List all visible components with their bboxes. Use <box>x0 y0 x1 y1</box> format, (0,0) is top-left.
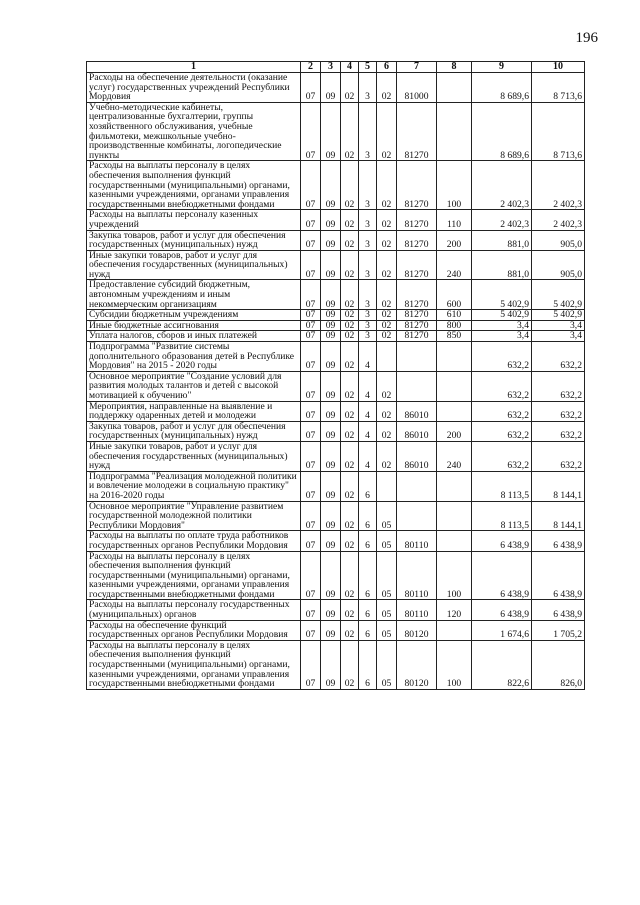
cell-value-2017: 3,4 <box>472 331 532 342</box>
cell-direction <box>397 342 437 372</box>
cell-section: 07 <box>301 471 321 501</box>
table-row <box>87 501 585 531</box>
table-row <box>87 310 585 321</box>
cell-activity <box>377 471 397 501</box>
cell-description: Предоставление субсидий бюджетным, автономным учреждениям и иным некоммерческим организациям <box>87 280 301 310</box>
cell-program: 02 <box>341 280 359 310</box>
cell-subsection: 09 <box>321 551 341 600</box>
cell-value-2018: 1 705,2 <box>532 620 585 640</box>
table-row <box>87 421 585 441</box>
table-row <box>87 640 585 689</box>
cell-direction: 86010 <box>397 421 437 441</box>
cell-section: 07 <box>301 531 321 551</box>
cell-direction: 81270 <box>397 161 437 210</box>
cell-value-2018: 3,4 <box>532 320 585 331</box>
cell-description: Подпрограмма "Развитие системы дополнительного образования детей в Республике Мордовия" на 2015 - 2020 годы <box>87 342 301 372</box>
cell-description: Подпрограмма "Реализация молодежной политики и вовлечение молодежи в социальную практику" на 2016-2020 годы <box>87 471 301 501</box>
cell-value-2018: 2 402,3 <box>532 161 585 210</box>
cell-value-2017: 8 689,6 <box>472 102 532 161</box>
cell-description: Учебно-методические кабинеты, централизованные бухгалтерии, группы хозяйственного обслуживания, учебные фильмотеки, межшкольные учебно-производственные комбинаты, логопедические пункты <box>87 102 301 161</box>
cell-value-2017: 2 402,3 <box>472 210 532 230</box>
cell-expense-type: 610 <box>437 310 472 321</box>
table-row <box>87 342 585 372</box>
cell-value-2018: 8 713,6 <box>532 73 585 103</box>
cell-value-2018: 905,0 <box>532 230 585 250</box>
cell-direction: 80110 <box>397 600 437 620</box>
cell-section: 07 <box>301 600 321 620</box>
cell-value-2018: 632,2 <box>532 371 585 401</box>
cell-subsection: 09 <box>321 320 341 331</box>
cell-subsection: 09 <box>321 640 341 689</box>
cell-expense-type <box>437 531 472 551</box>
cell-program: 02 <box>341 320 359 331</box>
cell-value-2017: 8 113,5 <box>472 471 532 501</box>
cell-subprogram: 6 <box>359 620 377 640</box>
cell-subsection: 09 <box>321 161 341 210</box>
cell-section: 07 <box>301 401 321 421</box>
cell-value-2017: 3,4 <box>472 320 532 331</box>
cell-program: 02 <box>341 401 359 421</box>
cell-value-2017: 5 402,9 <box>472 310 532 321</box>
cell-program: 02 <box>341 161 359 210</box>
cell-activity: 05 <box>377 600 397 620</box>
cell-section: 07 <box>301 161 321 210</box>
cell-activity: 02 <box>377 320 397 331</box>
cell-expense-type: 120 <box>437 600 472 620</box>
cell-expense-type: 850 <box>437 331 472 342</box>
cell-direction: 81270 <box>397 250 437 280</box>
cell-section: 07 <box>301 230 321 250</box>
cell-value-2017: 6 438,9 <box>472 600 532 620</box>
cell-subprogram: 3 <box>359 230 377 250</box>
cell-subsection: 09 <box>321 620 341 640</box>
cell-subsection: 09 <box>321 73 341 103</box>
cell-program: 02 <box>341 531 359 551</box>
cell-activity: 02 <box>377 230 397 250</box>
cell-description: Расходы на выплаты персоналу в целях обеспечения выполнения функций государственными (муниципальными) органами, казенными учреждениями, органами управления государственными внебюджетными фондами <box>87 551 301 600</box>
cell-subsection: 09 <box>321 331 341 342</box>
table-row <box>87 331 585 342</box>
cell-section: 07 <box>301 210 321 230</box>
cell-value-2018: 632,2 <box>532 401 585 421</box>
cell-value-2018: 826,0 <box>532 640 585 689</box>
cell-activity: 02 <box>377 401 397 421</box>
cell-program: 02 <box>341 471 359 501</box>
column-header-3: 3 <box>321 62 341 73</box>
cell-expense-type: 600 <box>437 280 472 310</box>
column-header-7: 7 <box>397 62 437 73</box>
cell-description: Иные бюджетные ассигнования <box>87 320 301 331</box>
cell-value-2017: 632,2 <box>472 401 532 421</box>
table-row <box>87 320 585 331</box>
column-header-2: 2 <box>301 62 321 73</box>
cell-subprogram: 3 <box>359 320 377 331</box>
cell-description: Мероприятия, направленные на выявление и поддержку одаренных детей и молодежи <box>87 401 301 421</box>
cell-subprogram: 3 <box>359 102 377 161</box>
cell-value-2018: 632,2 <box>532 342 585 372</box>
cell-section: 07 <box>301 501 321 531</box>
cell-description: Иные закупки товаров, работ и услуг для обеспечения государственных (муниципальных) нужд <box>87 250 301 280</box>
cell-description: Закупка товаров, работ и услуг для обеспечения государственных (муниципальных) нужд <box>87 230 301 250</box>
cell-subprogram: 3 <box>359 161 377 210</box>
cell-expense-type <box>437 501 472 531</box>
cell-activity: 05 <box>377 551 397 600</box>
cell-program: 02 <box>341 310 359 321</box>
cell-expense-type: 100 <box>437 551 472 600</box>
cell-subprogram: 3 <box>359 280 377 310</box>
cell-value-2018: 632,2 <box>532 441 585 471</box>
cell-section: 07 <box>301 310 321 321</box>
cell-expense-type <box>437 471 472 501</box>
cell-value-2018: 5 402,9 <box>532 310 585 321</box>
table-row <box>87 441 585 471</box>
column-header-1: 1 <box>87 62 301 73</box>
column-header-4: 4 <box>341 62 359 73</box>
cell-direction: 81000 <box>397 73 437 103</box>
cell-section: 07 <box>301 102 321 161</box>
cell-section: 07 <box>301 441 321 471</box>
cell-subsection: 09 <box>321 421 341 441</box>
table-row <box>87 620 585 640</box>
cell-subprogram: 6 <box>359 531 377 551</box>
page-number: 196 <box>575 30 598 46</box>
cell-program: 02 <box>341 640 359 689</box>
cell-subprogram: 3 <box>359 310 377 321</box>
cell-activity: 02 <box>377 161 397 210</box>
cell-subprogram: 3 <box>359 331 377 342</box>
cell-subsection: 09 <box>321 371 341 401</box>
cell-direction <box>397 501 437 531</box>
cell-description: Уплата налогов, сборов и иных платежей <box>87 331 301 342</box>
cell-activity: 02 <box>377 210 397 230</box>
cell-value-2017: 8 113,5 <box>472 501 532 531</box>
table-row <box>87 531 585 551</box>
cell-description: Расходы на обеспечение деятельности (оказание услуг) государственных учреждений Республики Мордовия <box>87 73 301 103</box>
cell-expense-type <box>437 371 472 401</box>
table-body <box>87 73 585 690</box>
cell-program: 02 <box>341 250 359 280</box>
cell-value-2018: 8 144,1 <box>532 471 585 501</box>
cell-activity: 05 <box>377 620 397 640</box>
cell-direction: 81270 <box>397 280 437 310</box>
header-row <box>87 62 585 73</box>
table-row <box>87 600 585 620</box>
cell-program: 02 <box>341 441 359 471</box>
cell-activity: 02 <box>377 73 397 103</box>
cell-expense-type: 240 <box>437 441 472 471</box>
cell-direction: 80110 <box>397 531 437 551</box>
cell-section: 07 <box>301 280 321 310</box>
table-row <box>87 471 585 501</box>
cell-subprogram: 4 <box>359 342 377 372</box>
cell-program: 02 <box>341 210 359 230</box>
cell-value-2017: 1 674,6 <box>472 620 532 640</box>
cell-direction: 81270 <box>397 210 437 230</box>
cell-subsection: 09 <box>321 250 341 280</box>
cell-value-2018: 905,0 <box>532 250 585 280</box>
table-row <box>87 230 585 250</box>
cell-program: 02 <box>341 620 359 640</box>
cell-subprogram: 4 <box>359 371 377 401</box>
cell-description: Расходы на выплаты персоналу государственных (муниципальных) органов <box>87 600 301 620</box>
table-row <box>87 401 585 421</box>
cell-expense-type <box>437 102 472 161</box>
column-header-9: 9 <box>472 62 532 73</box>
cell-value-2018: 5 402,9 <box>532 280 585 310</box>
cell-expense-type: 800 <box>437 320 472 331</box>
cell-expense-type: 100 <box>437 640 472 689</box>
cell-direction <box>397 471 437 501</box>
cell-subsection: 09 <box>321 310 341 321</box>
cell-subprogram: 3 <box>359 210 377 230</box>
cell-value-2017: 632,2 <box>472 371 532 401</box>
cell-value-2017: 881,0 <box>472 230 532 250</box>
cell-value-2018: 3,4 <box>532 331 585 342</box>
cell-subsection: 09 <box>321 471 341 501</box>
column-header-8: 8 <box>437 62 472 73</box>
cell-subprogram: 6 <box>359 600 377 620</box>
cell-program: 02 <box>341 73 359 103</box>
cell-value-2017: 5 402,9 <box>472 280 532 310</box>
cell-activity: 02 <box>377 310 397 321</box>
cell-subprogram: 6 <box>359 471 377 501</box>
cell-section: 07 <box>301 551 321 600</box>
cell-value-2018: 6 438,9 <box>532 531 585 551</box>
cell-activity <box>377 342 397 372</box>
column-header-10: 10 <box>532 62 585 73</box>
cell-section: 07 <box>301 640 321 689</box>
cell-value-2018: 8 144,1 <box>532 501 585 531</box>
cell-section: 07 <box>301 73 321 103</box>
cell-subsection: 09 <box>321 401 341 421</box>
cell-expense-type <box>437 401 472 421</box>
cell-program: 02 <box>341 501 359 531</box>
cell-description: Субсидии бюджетным учреждениям <box>87 310 301 321</box>
cell-subprogram: 6 <box>359 640 377 689</box>
cell-program: 02 <box>341 421 359 441</box>
cell-subsection: 09 <box>321 441 341 471</box>
table-row <box>87 250 585 280</box>
cell-direction: 86010 <box>397 401 437 421</box>
cell-expense-type <box>437 620 472 640</box>
cell-activity: 05 <box>377 640 397 689</box>
column-header-5: 5 <box>359 62 377 73</box>
table-row <box>87 73 585 103</box>
cell-direction: 81270 <box>397 331 437 342</box>
cell-expense-type: 240 <box>437 250 472 280</box>
cell-program: 02 <box>341 230 359 250</box>
cell-description: Основное мероприятие "Управление развитием государственной молодежной политики Республики Мордовия" <box>87 501 301 531</box>
cell-activity: 02 <box>377 280 397 310</box>
cell-activity: 02 <box>377 441 397 471</box>
cell-subsection: 09 <box>321 342 341 372</box>
cell-program: 02 <box>341 102 359 161</box>
cell-subsection: 09 <box>321 280 341 310</box>
table-row <box>87 551 585 600</box>
cell-subprogram: 3 <box>359 73 377 103</box>
cell-description: Расходы на выплаты персоналу в целях обеспечения выполнения функций государственными (муниципальными) органами, казенными учреждениями, органами управления государственными внебюджетными фондами <box>87 161 301 210</box>
cell-activity: 02 <box>377 371 397 401</box>
cell-description: Основное мероприятие "Создание условий для развития молодых талантов и детей с высокой мотивацией к обучению" <box>87 371 301 401</box>
cell-subprogram: 4 <box>359 441 377 471</box>
cell-section: 07 <box>301 371 321 401</box>
cell-expense-type <box>437 73 472 103</box>
cell-description: Расходы на выплаты по оплате труда работников государственных органов Республики Мордовия <box>87 531 301 551</box>
cell-description: Иные закупки товаров, работ и услуг для обеспечения государственных (муниципальных) нужд <box>87 441 301 471</box>
cell-program: 02 <box>341 371 359 401</box>
cell-program: 02 <box>341 342 359 372</box>
cell-program: 02 <box>341 331 359 342</box>
cell-activity: 02 <box>377 102 397 161</box>
cell-value-2018: 6 438,9 <box>532 551 585 600</box>
cell-direction: 80120 <box>397 640 437 689</box>
table-row <box>87 371 585 401</box>
cell-value-2017: 881,0 <box>472 250 532 280</box>
cell-direction: 81270 <box>397 102 437 161</box>
cell-expense-type: 200 <box>437 421 472 441</box>
cell-activity: 02 <box>377 331 397 342</box>
cell-value-2017: 2 402,3 <box>472 161 532 210</box>
cell-value-2018: 6 438,9 <box>532 600 585 620</box>
cell-value-2017: 822,6 <box>472 640 532 689</box>
cell-program: 02 <box>341 551 359 600</box>
cell-value-2018: 2 402,3 <box>532 210 585 230</box>
cell-subprogram: 6 <box>359 551 377 600</box>
cell-subsection: 09 <box>321 600 341 620</box>
cell-section: 07 <box>301 620 321 640</box>
cell-subprogram: 6 <box>359 501 377 531</box>
cell-subsection: 09 <box>321 210 341 230</box>
cell-section: 07 <box>301 331 321 342</box>
cell-value-2017: 6 438,9 <box>472 531 532 551</box>
cell-value-2017: 6 438,9 <box>472 551 532 600</box>
cell-activity: 05 <box>377 501 397 531</box>
cell-section: 07 <box>301 421 321 441</box>
cell-value-2018: 632,2 <box>532 421 585 441</box>
table-row <box>87 280 585 310</box>
table-row <box>87 210 585 230</box>
column-header-6: 6 <box>377 62 397 73</box>
cell-subsection: 09 <box>321 102 341 161</box>
cell-description: Расходы на выплаты персоналу в целях обеспечения выполнения функций государственными (муниципальными) органами, казенными учреждениями, органами управления государственными внебюджетными фондами <box>87 640 301 689</box>
cell-value-2017: 632,2 <box>472 441 532 471</box>
cell-direction: 81270 <box>397 310 437 321</box>
cell-direction: 86010 <box>397 441 437 471</box>
cell-description: Расходы на обеспечение функций государственных органов Республики Мордовия <box>87 620 301 640</box>
cell-section: 07 <box>301 342 321 372</box>
cell-value-2017: 632,2 <box>472 342 532 372</box>
cell-section: 07 <box>301 250 321 280</box>
cell-activity: 02 <box>377 250 397 280</box>
cell-direction: 81270 <box>397 230 437 250</box>
cell-subsection: 09 <box>321 531 341 551</box>
cell-description: Закупка товаров, работ и услуг для обеспечения государственных (муниципальных) нужд <box>87 421 301 441</box>
cell-activity: 05 <box>377 531 397 551</box>
cell-subsection: 09 <box>321 501 341 531</box>
cell-direction: 81270 <box>397 320 437 331</box>
cell-subsection: 09 <box>321 230 341 250</box>
cell-program: 02 <box>341 600 359 620</box>
cell-value-2018: 8 713,6 <box>532 102 585 161</box>
cell-value-2017: 8 689,6 <box>472 73 532 103</box>
cell-activity: 02 <box>377 421 397 441</box>
cell-expense-type: 110 <box>437 210 472 230</box>
cell-subprogram: 4 <box>359 421 377 441</box>
table-row <box>87 102 585 161</box>
cell-direction: 80120 <box>397 620 437 640</box>
table-header <box>87 62 585 73</box>
table-row <box>87 161 585 210</box>
cell-direction <box>397 371 437 401</box>
cell-direction: 80110 <box>397 551 437 600</box>
cell-expense-type <box>437 342 472 372</box>
cell-expense-type: 200 <box>437 230 472 250</box>
cell-subprogram: 3 <box>359 250 377 280</box>
cell-section: 07 <box>301 320 321 331</box>
budget-table <box>86 61 585 690</box>
cell-expense-type: 100 <box>437 161 472 210</box>
cell-description: Расходы на выплаты персоналу казенных учреждений <box>87 210 301 230</box>
cell-value-2017: 632,2 <box>472 421 532 441</box>
cell-subprogram: 4 <box>359 401 377 421</box>
